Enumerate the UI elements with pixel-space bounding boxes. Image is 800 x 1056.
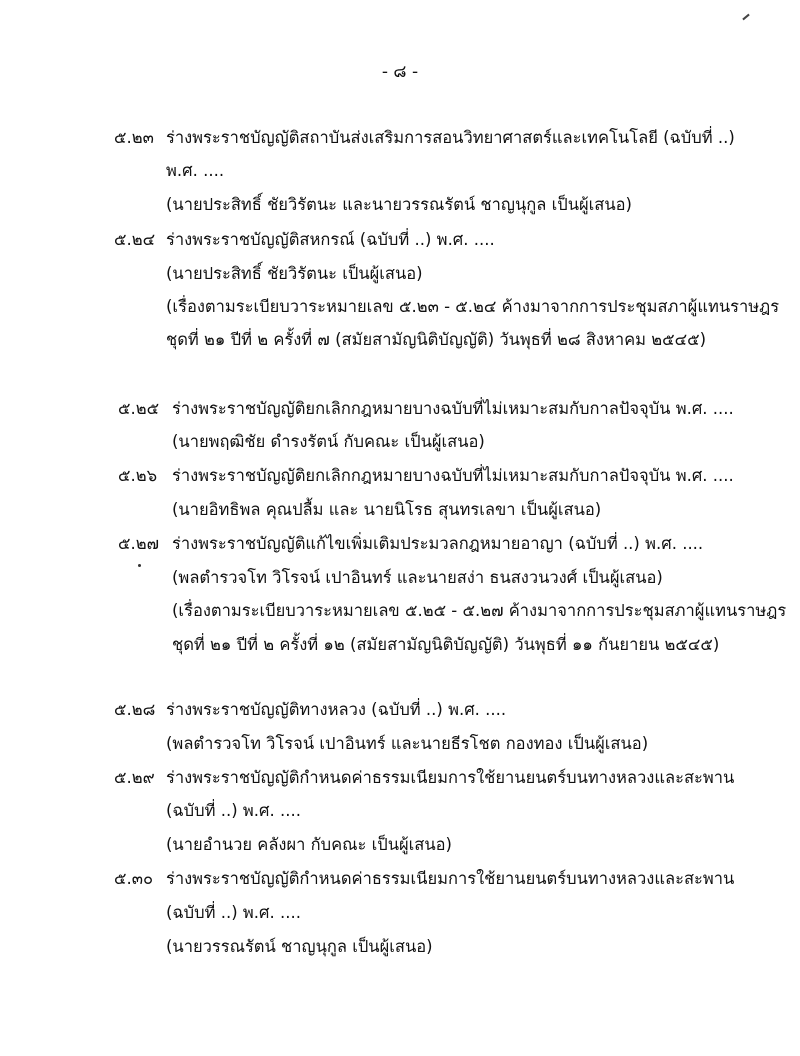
item-proposer: (นายประสิทธิ์ ชัยวิรัตนะ เป็นผู้เสนอ)	[166, 264, 423, 283]
item-proposer: (พลตำรวจโท วิโรจน์ เปาอินทร์ และนายสง่า ธนสงวนวงศ์ เป็นผู้เสนอ)	[172, 568, 663, 587]
item-title: ร่างพระราชบัญญัติสถาบันส่งเสริมการสอนวิทยาศาสตร์และเทคโนโลยี (ฉบับที่ ..)	[166, 128, 735, 147]
item-line: (ฉบับที่ ..) พ.ศ. ....	[166, 801, 301, 820]
scan-mark	[742, 14, 749, 21]
item-proposer: (พลตำรวจโท วิโรจน์ เปาอินทร์ และนายธีรโชต กองทอง เป็นผู้เสนอ)	[166, 734, 649, 753]
item-note: ชุดที่ ๒๑ ปีที่ ๒ ครั้งที่ ๑๒ (สมัยสามัญนิติบัญญัติ) วันพุธที่ ๑๑ กันยายน ๒๕๔๕)	[172, 635, 720, 654]
item-number: ๕.๒๗	[118, 534, 160, 553]
item-note: (เรื่องตามระเบียบวาระหมายเลข ๕.๒๕ - ๕.๒๗ ค้างมาจากการประชุมสภาผู้แทนราษฎร	[172, 601, 787, 620]
item-title: ร่างพระราชบัญญัติกำหนดค่าธรรมเนียมการใช้ยานยนตร์บนทางหลวงและสะพาน	[166, 768, 735, 787]
item-title: ร่างพระราชบัญญัติยกเลิกกฎหมายบางฉบับที่ไม่เหมาะสมกับกาลปัจจุบัน พ.ศ. ....	[172, 466, 734, 485]
item-proposer: (นายอำนวย คลังผา กับคณะ เป็นผู้เสนอ)	[166, 835, 452, 854]
item-note: ชุดที่ ๒๑ ปีที่ ๒ ครั้งที่ ๗ (สมัยสามัญนิติบัญญัติ) วันพุธที่ ๒๘ สิงหาคม ๒๕๔๕)	[166, 330, 707, 349]
item-number: ๕.๒๓	[114, 128, 154, 147]
item-proposer: (นายประสิทธิ์ ชัยวิรัตนะ และนายวรรณรัตน์ ชาญนุกูล เป็นผู้เสนอ)	[166, 195, 632, 214]
item-proposer: (นายพฤฒิชัย ดำรงรัตน์ กับคณะ เป็นผู้เสนอ)	[172, 432, 485, 451]
item-proposer: (นายอิทธิพล คุณปลื้ม และ นายนิโรธ สุนทรเลขา เป็นผู้เสนอ)	[172, 500, 602, 519]
item-proposer: (นายวรรณรัตน์ ชาญนุกูล เป็นผู้เสนอ)	[166, 937, 433, 956]
item-note: (เรื่องตามระเบียบวาระหมายเลข ๕.๒๓ - ๕.๒๔ ค้างมาจากการประชุมสภาผู้แทนราษฎร	[166, 297, 780, 316]
item-number: ๕.๒๔	[114, 230, 156, 249]
item-line: พ.ศ. ....	[166, 161, 225, 180]
item-title: ร่างพระราชบัญญัติแก้ไขเพิ่มเติมประมวลกฎหมายอาญา (ฉบับที่ ..) พ.ศ. ....	[172, 534, 704, 553]
item-title: ร่างพระราชบัญญัติทางหลวง (ฉบับที่ ..) พ.ศ. ....	[166, 700, 507, 719]
item-number: ๕.๒๘	[114, 700, 156, 719]
item-number: ๕.๓๐	[114, 869, 154, 888]
page-number: - ๘ -	[381, 62, 419, 82]
item-line: (ฉบับที่ ..) พ.ศ. ....	[166, 903, 301, 922]
scan-speck	[138, 564, 141, 567]
item-title: ร่างพระราชบัญญัติสหกรณ์ (ฉบับที่ ..) พ.ศ. ....	[166, 230, 495, 249]
item-title: ร่างพระราชบัญญัติกำหนดค่าธรรมเนียมการใช้ยานยนตร์บนทางหลวงและสะพาน	[166, 869, 735, 888]
item-number: ๕.๒๙	[114, 768, 155, 787]
item-number: ๕.๒๖	[118, 466, 158, 485]
item-number: ๕.๒๕	[118, 399, 160, 418]
item-title: ร่างพระราชบัญญัติยกเลิกกฎหมายบางฉบับที่ไม่เหมาะสมกับกาลปัจจุบัน พ.ศ. ....	[172, 399, 734, 418]
